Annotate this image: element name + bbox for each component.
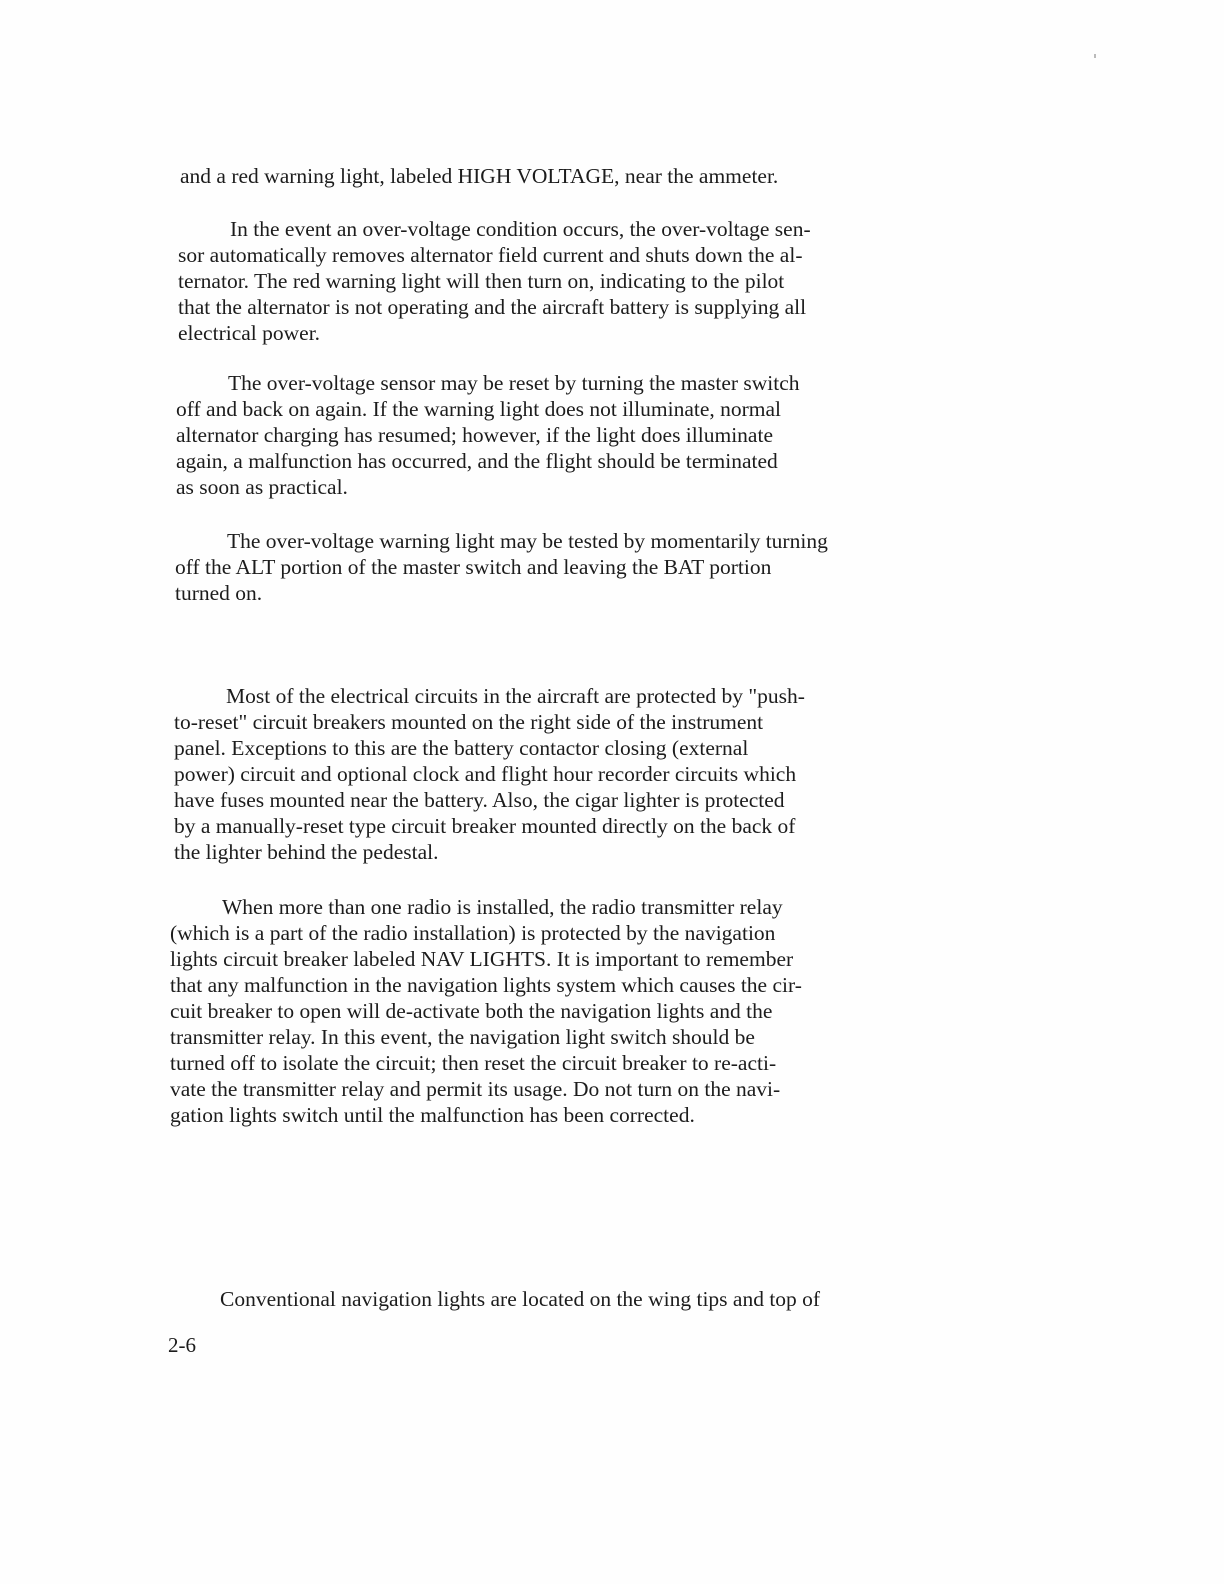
paragraph-circuit-breakers: [174, 683, 1054, 865]
text-line: alternator charging has resumed; however, if the light does illuminate: [176, 423, 773, 447]
text-line: off the ALT portion of the master switch and leaving the BAT portion: [175, 555, 772, 579]
paragraph-warning-light-test: [175, 528, 1055, 606]
text-line: electrical power.: [178, 321, 321, 345]
text-line: cuit breaker to open will de-activate both the navigation lights and the: [170, 999, 773, 1023]
paragraph-high-voltage-light: [180, 163, 1060, 189]
page-number: 2-6: [168, 1333, 196, 1357]
text-line: lights circuit breaker labeled NAV LIGHTS. It is important to remember: [170, 947, 794, 971]
text-line: that the alternator is not operating and the aircraft battery is supplying all: [178, 295, 807, 319]
text-line: and a red warning light, labeled HIGH VOLTAGE, near the ammeter.: [180, 164, 779, 188]
text-line: vate the transmitter relay and permit its usage. Do not turn on the navi-: [170, 1077, 781, 1101]
text-line: to-reset" circuit breakers mounted on the right side of the instrument: [174, 710, 764, 734]
scan-speck: [1094, 54, 1096, 58]
text-line: The over-voltage warning light may be tested by momentarily turning: [227, 529, 828, 553]
paragraph-over-voltage-condition: [178, 216, 1058, 346]
text-line: power) circuit and optional clock and flight hour recorder circuits which: [174, 762, 797, 786]
paragraph-navigation-lights: [168, 1286, 1048, 1312]
text-line: Conventional navigation lights are located on the wing tips and top of: [220, 1287, 821, 1311]
text-line: (which is a part of the radio installation) is protected by the navigation: [170, 921, 776, 945]
text-line: The over-voltage sensor may be reset by turning the master switch: [228, 371, 800, 395]
text-line: by a manually-reset type circuit breaker mounted directly on the back of: [174, 814, 796, 838]
text-line: off and back on again. If the warning light does not illuminate, normal: [176, 397, 782, 421]
text-line: When more than one radio is installed, the radio transmitter relay: [222, 895, 783, 919]
text-line: turned off to isolate the circuit; then reset the circuit breaker to re-acti-: [170, 1051, 777, 1075]
text-line: that any malfunction in the navigation lights system which causes the cir-: [170, 973, 802, 997]
text-line: have fuses mounted near the battery. Also, the cigar lighter is protected: [174, 788, 785, 812]
text-line: Most of the electrical circuits in the aircraft are protected by "push-: [226, 684, 805, 708]
text-line: panel. Exceptions to this are the battery contactor closing (external: [174, 736, 749, 760]
paragraph-radio-transmitter-relay: [170, 894, 1050, 1128]
text-line: turned on.: [175, 581, 263, 605]
text-line: transmitter relay. In this event, the navigation light switch should be: [170, 1025, 755, 1049]
text-line: ternator. The red warning light will then turn on, indicating to the pilot: [178, 269, 785, 293]
text-line: as soon as practical.: [176, 475, 348, 499]
paragraph-sensor-reset: [176, 370, 1056, 500]
text-line: sor automatically removes alternator field current and shuts down the al-: [178, 243, 803, 267]
text-line: again, a malfunction has occurred, and the flight should be terminated: [176, 449, 778, 473]
text-line: gation lights switch until the malfunction has been corrected.: [170, 1103, 695, 1127]
text-line: In the event an over-voltage condition occurs, the over-voltage sen-: [230, 217, 811, 241]
text-line: the lighter behind the pedestal.: [174, 840, 439, 864]
